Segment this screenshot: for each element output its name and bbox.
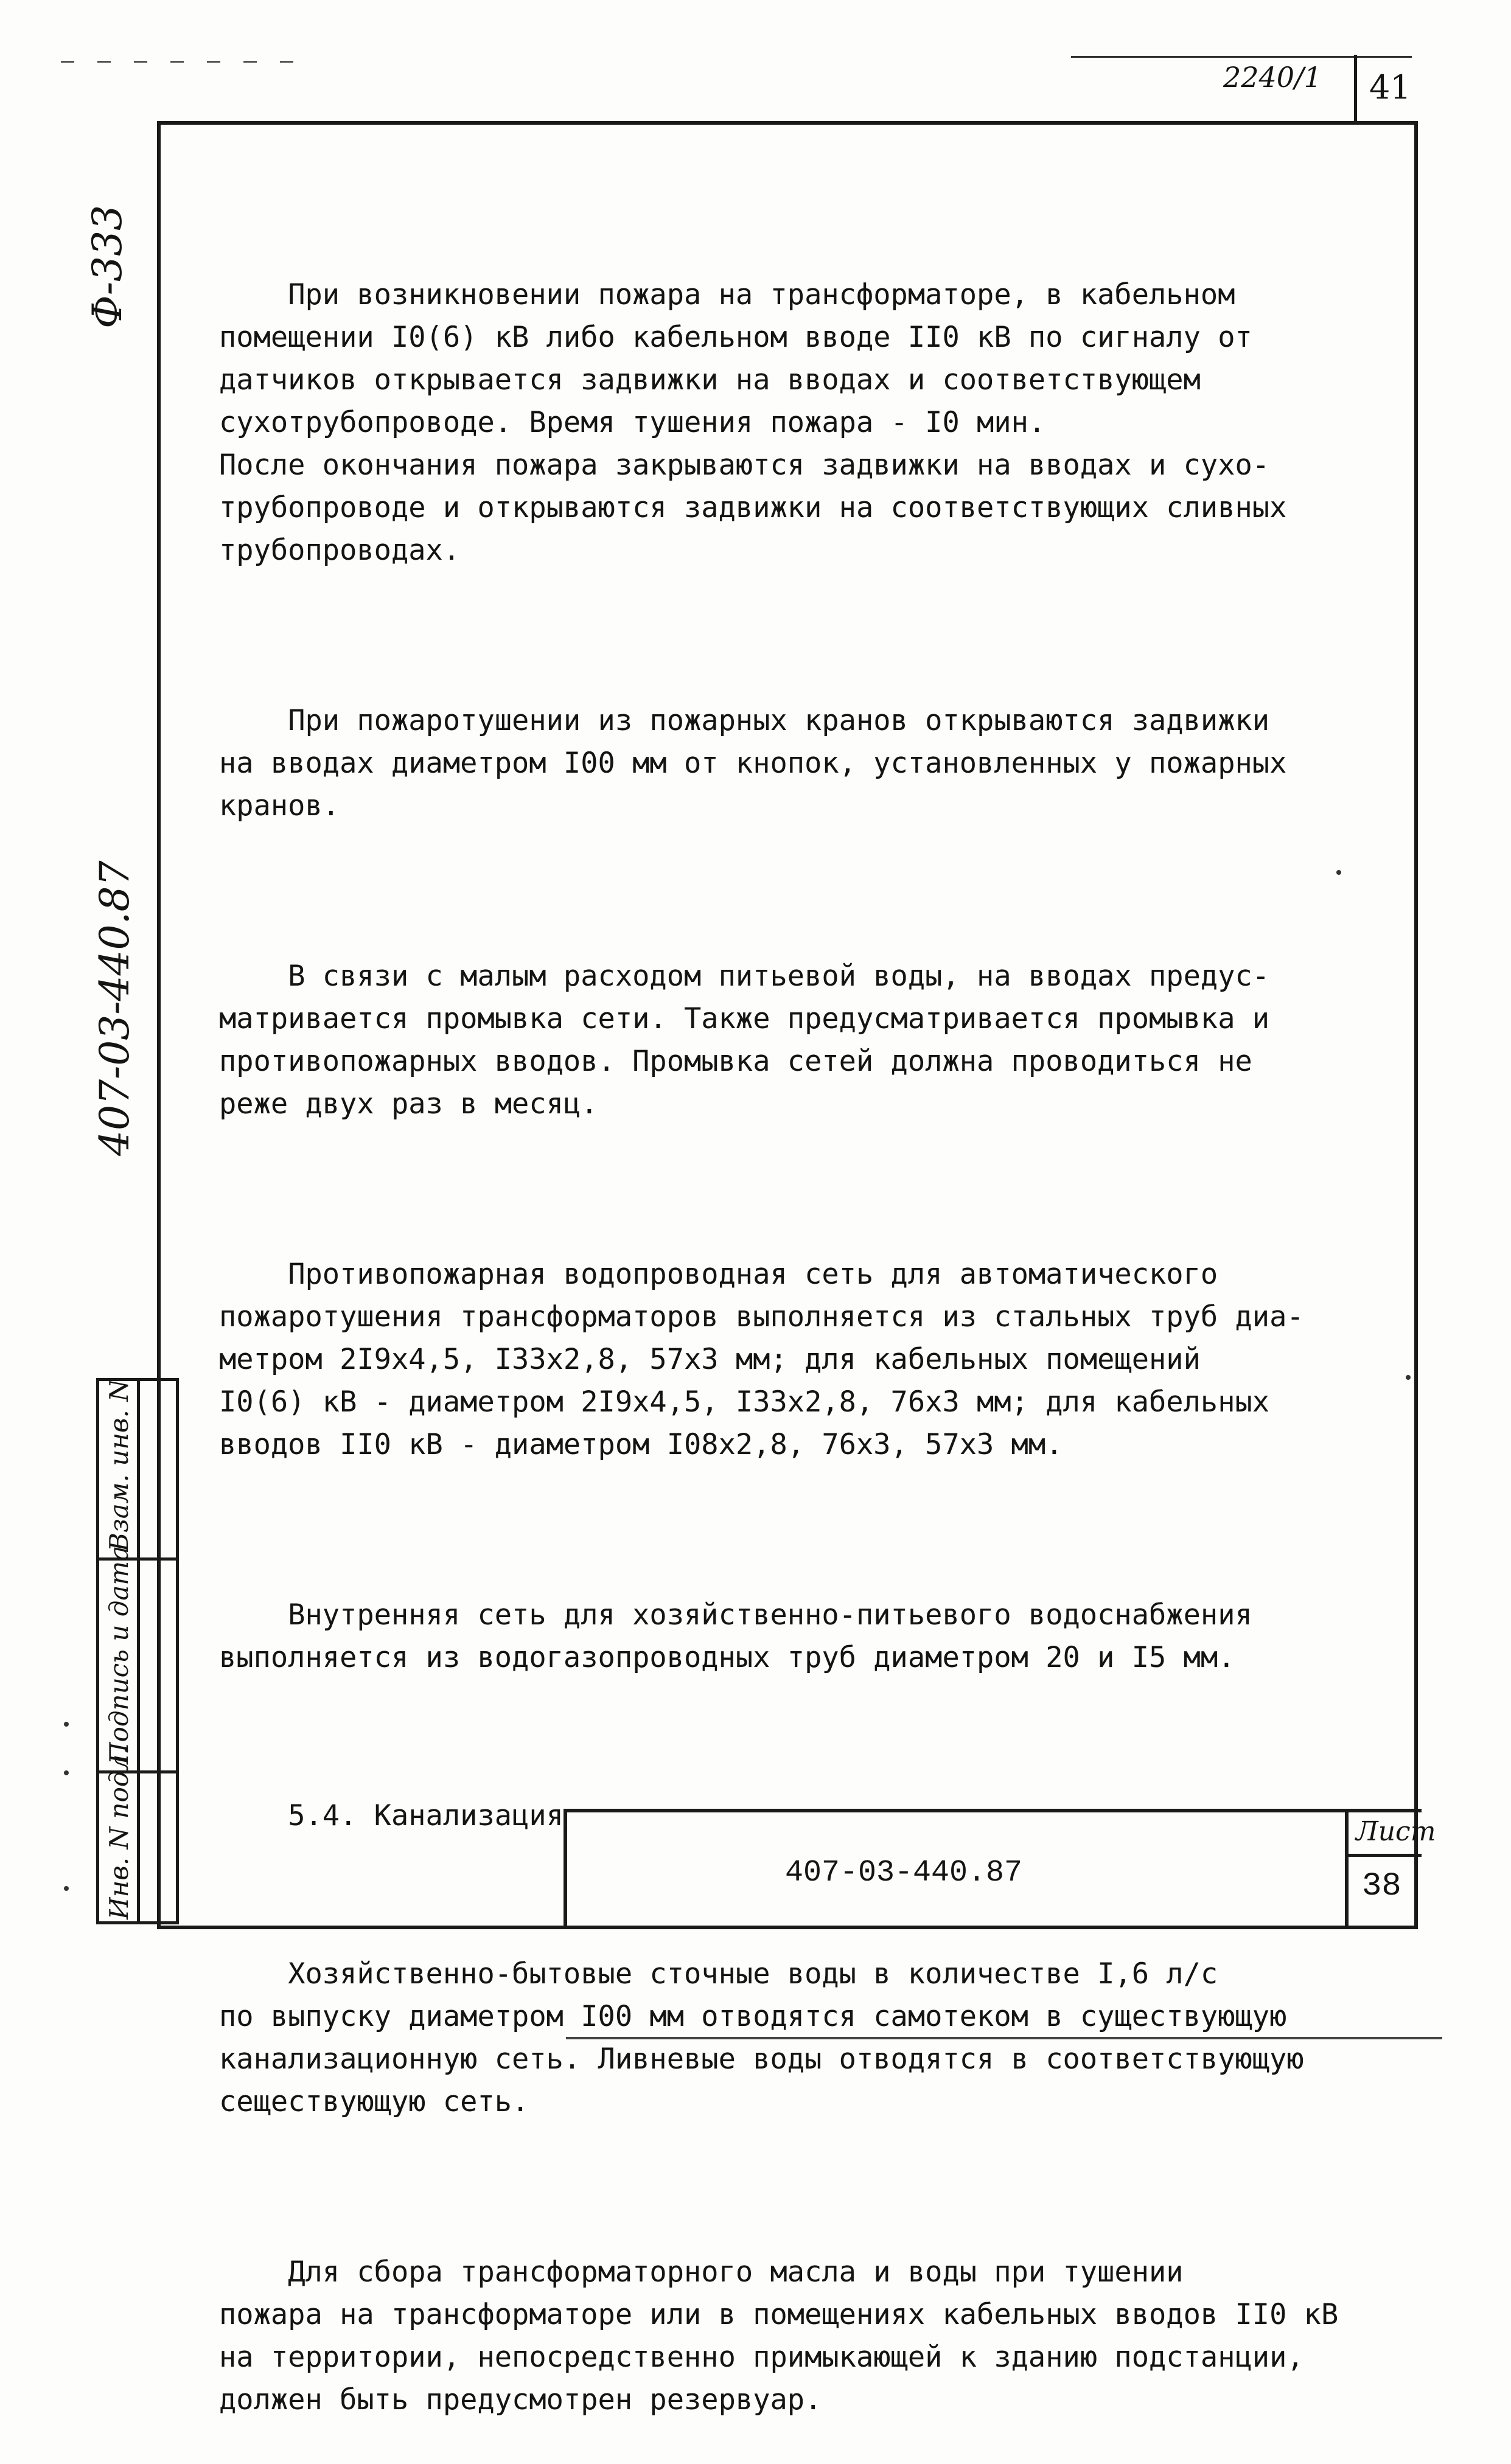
title-block-document-code: 407-03-440.87 <box>785 1856 1023 1890</box>
title-block-divider <box>1345 1809 1349 1929</box>
title-block-sheet-divider <box>1349 1854 1422 1857</box>
stamp-replaces-inv: Взам. инв. N <box>104 1379 134 1551</box>
scan-speck <box>64 1886 69 1891</box>
body-text <box>219 189 1387 2464</box>
scan-speck <box>64 1770 69 1775</box>
scan-speck <box>64 1722 69 1727</box>
stamp-signature-date: Подпись и дата <box>104 1545 134 1764</box>
form-code: Ф-333 <box>84 204 131 329</box>
stamp-block <box>96 1378 179 1924</box>
section-heading-sewerage: 5.4. Канализация <box>219 1799 564 1832</box>
scan-speck <box>1336 870 1341 875</box>
stamp-inv-original: Инв. N подл. <box>104 1746 134 1919</box>
stamp-column-divider <box>137 1381 140 1921</box>
paragraph-sewage: Хозяйственно-бытовые сточные воды в количестве I,6 л/с по выпуску диаметром I00 мм отводятся самотеком в существующую канализационную сеть. Ливневые воды отводятся в соответствующую сеществующую сеть. <box>219 1957 1304 2118</box>
paragraph-fire-network: Противопожарная водопроводная сеть для автоматического пожаротушения трансформаторов выполняется из стальных труб диа- метром 2I9х4,5, I33х2,8, 57х3 мм; для кабельных помещений I0(6) кВ - диаметром 2I9х4,5, I33х2,8, 76х3 мм; для кабельных вводов II0 кВ - диаметром I08х2,8, 76х3, 57х3 мм. <box>219 1258 1304 1461</box>
handwritten-archive-code: 2240/1 <box>1223 61 1322 94</box>
paragraph-oil-reservoir: Для сбора трансформаторного масла и воды при тушении пожара на трансформаторе или в помещениях кабельных вводов II0 кВ на территории, непосредственно примыкающей к зданию подстанции, должен быть предусмотрен резервуар. <box>219 2255 1339 2417</box>
bottom-rule <box>566 2037 1442 2039</box>
page-number: 41 <box>1369 68 1411 106</box>
sheet-label: Лист <box>1356 1816 1436 1847</box>
scan-speck <box>1406 1375 1411 1380</box>
paragraph-fire-hydrants: При пожаротушении из пожарных кранов открываются задвижки на вводах диаметром I00 мм от кнопок, установленных у пожарных кранов. <box>219 704 1287 823</box>
paragraph-flushing: В связи с малым расходом питьевой воды, на вводах предус- матривается промывка сети. Также предусматривается промывка и противопожарных вводов. Промывка сетей должна проводиться не реже двух раз в месяц. <box>219 959 1270 1121</box>
margin-document-code: 407-03-440.87 <box>91 860 138 1156</box>
scan-artifact-dashes <box>61 61 316 63</box>
sheet-number: 38 <box>1362 1868 1401 1905</box>
paragraph-internal-network: Внутренняя сеть для хозяйственно-питьевого водоснабжения выполняется из водогазопроводных труб диаметром 20 и I5 мм. <box>219 1598 1252 1674</box>
paragraph-fire-transformer: При возникновении пожара на трансформаторе, в кабельном помещении I0(6) кВ либо кабельном вводе II0 кВ по сигналу от датчиков открывается задвижки на вводах и соответствующем сухотрубопроводе. Время тушения пожара - I0 мин. После окончания пожара закрываются задвижки на вводах и сухо- трубопроводе и открываются задвижки на соответствующих сливных трубопроводах. <box>219 278 1287 567</box>
